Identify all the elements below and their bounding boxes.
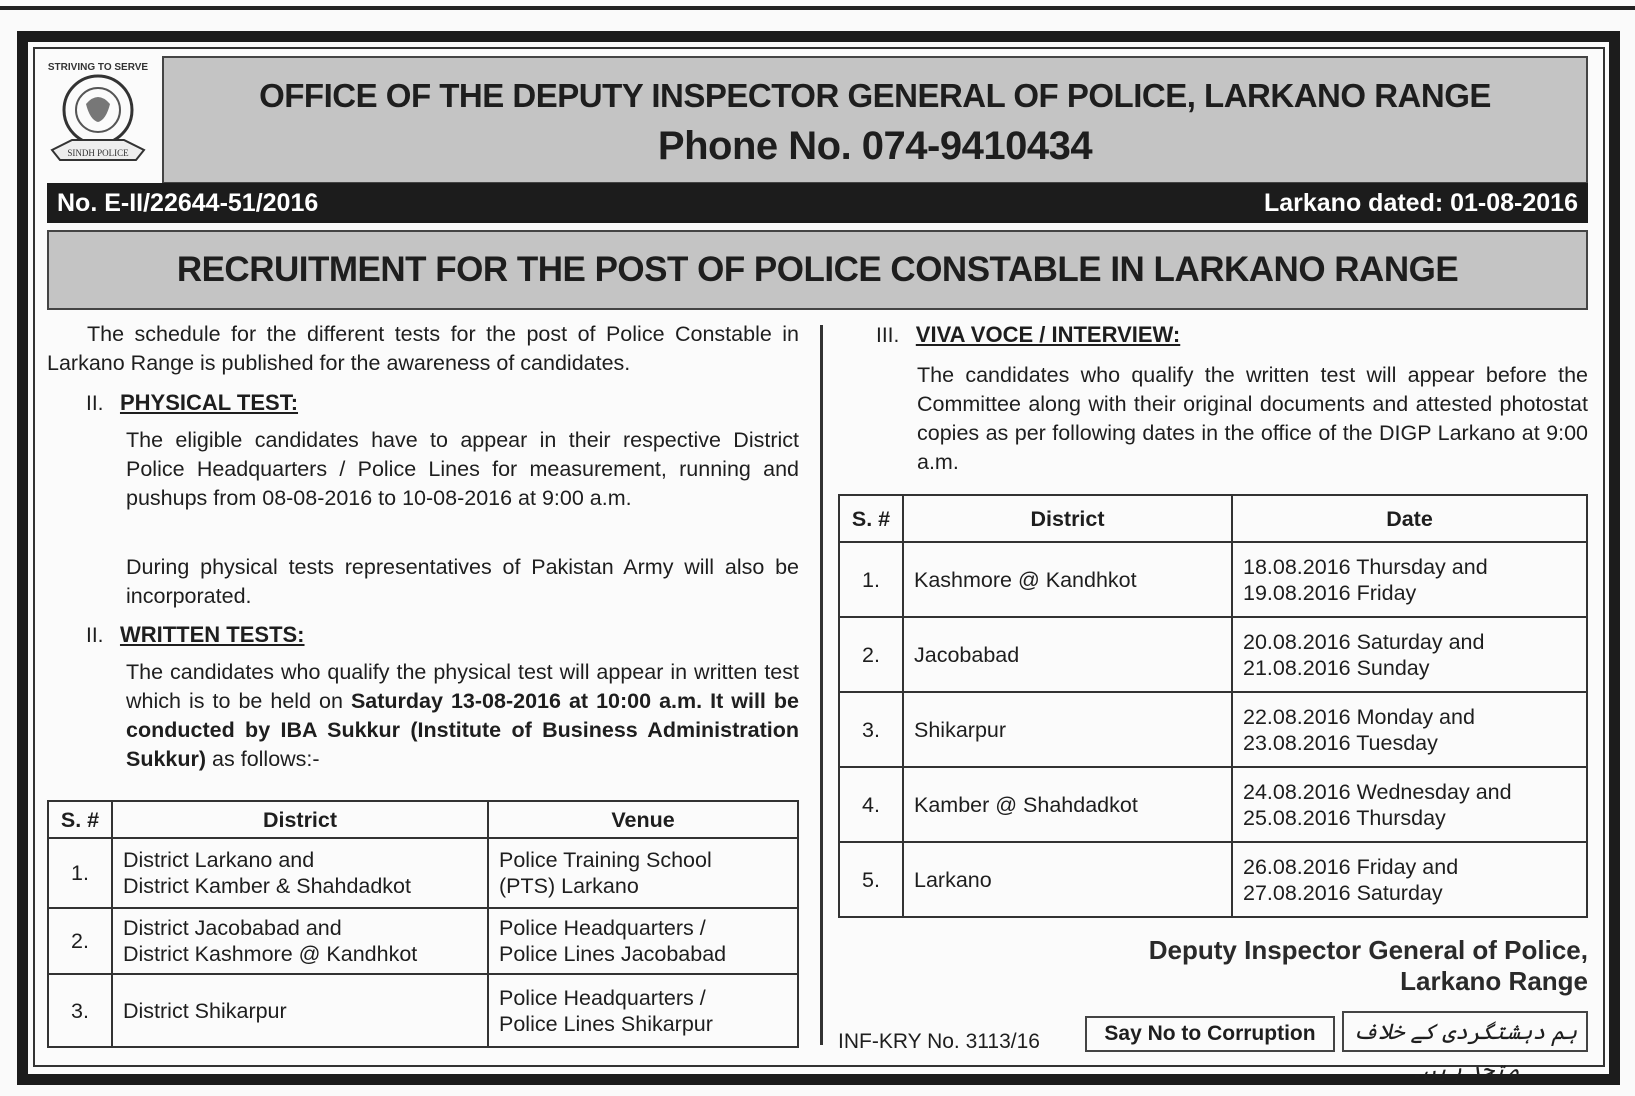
table-row	[839, 767, 1587, 842]
table-row	[48, 908, 798, 974]
signature-block	[1149, 935, 1588, 997]
interview-section-heading	[876, 322, 1180, 348]
section-number: II.	[86, 624, 104, 647]
physical-paragraph-1: The eligible candidates have to appear in their respective District Police Headquarters / Police Lines for measurement, running and pushups from 08-08-2016 to 10-08-2016 at 9:00 a.m.	[126, 428, 799, 510]
district-cell	[112, 908, 488, 974]
inf-number: INF-KRY No. 3113/16	[838, 1030, 1040, 1053]
text-line: 25.08.2016 Thursday	[1243, 805, 1446, 830]
office-title: OFFICE OF THE DEPUTY INSPECTOR GENERAL OF POLICE, LARKANO RANGE	[259, 77, 1491, 114]
text-line: 22.08.2016 Monday and	[1243, 704, 1475, 729]
text-line: District Jacobabad and	[123, 916, 342, 940]
serial-cell: 1.	[48, 838, 112, 908]
text-line: 18.08.2016 Thursday and	[1243, 554, 1488, 579]
svg-text:STRIVING TO SERVE: STRIVING TO SERVE	[47, 62, 149, 73]
date-cell	[1232, 617, 1587, 692]
physical-section-heading	[86, 390, 298, 416]
venue-cell	[488, 974, 798, 1047]
text-line: 23.08.2016 Tuesday	[1243, 730, 1438, 755]
table-row	[48, 974, 798, 1047]
reference-bar	[47, 183, 1588, 223]
table-row	[839, 617, 1587, 692]
header-box	[162, 56, 1588, 184]
serial-cell: 5.	[839, 842, 903, 917]
reference-number: No. E-II/22644-51/2016	[57, 189, 319, 217]
section-number: III.	[876, 324, 900, 347]
text-line: 26.08.2016 Friday and	[1243, 854, 1459, 879]
column-header: District	[903, 495, 1232, 542]
urdu-slogan: ہم دہشتگردی کے خلاف متحد ہیں۔	[1342, 1011, 1588, 1052]
column-header: Date	[1232, 495, 1587, 542]
serial-cell: 2.	[48, 908, 112, 974]
date-cell	[1232, 767, 1587, 842]
section-heading: VIVA VOCE / INTERVIEW:	[915, 322, 1181, 347]
text-line: Police Lines Jacobabad	[499, 942, 727, 966]
date-cell	[1232, 842, 1587, 917]
text-line: 24.08.2016 Wednesday and	[1243, 779, 1512, 804]
venue-cell	[488, 908, 798, 974]
venue-cell	[488, 838, 798, 908]
column-header: Venue	[488, 801, 798, 838]
date-cell	[1232, 692, 1587, 767]
column-divider	[820, 325, 823, 1045]
bold-text: Saturday 13-08-2016 at 10:00 a.m. It will be conducted by IBA Sukkur (Institute of Business Administration Sukkur)	[126, 689, 799, 771]
text-line: District Kamber & Shahdadkot	[123, 874, 411, 898]
physical-paragraph-2: During physical tests representatives of Pakistan Army will also be incorporated.	[126, 555, 799, 608]
text-line: (PTS) Larkano	[499, 874, 639, 898]
text-line: 19.08.2016 Friday	[1243, 580, 1417, 605]
section-heading: PHYSICAL TEST:	[119, 390, 299, 415]
signature-line: Larkano Range	[1400, 966, 1588, 996]
table-header-row	[48, 801, 798, 838]
intro-paragraph: The schedule for the different tests for the post of Police Constable in Larkano Range is published for the awareness of candidates.	[47, 322, 799, 375]
text: The candidates who qualify the physical test will appear in written test which is to be held on	[126, 660, 799, 713]
headline-box	[47, 230, 1588, 310]
text: as follows:-	[206, 747, 320, 771]
text-line: Police Lines Shikarpur	[499, 1011, 713, 1036]
text-line: 20.08.2016 Saturday and	[1243, 629, 1485, 654]
text-line: Police Training School	[499, 848, 712, 872]
column-header: S. #	[839, 495, 903, 542]
serial-cell: 3.	[839, 692, 903, 767]
table-header-row	[839, 495, 1587, 542]
written-paragraph	[126, 658, 799, 774]
district-cell: District Shikarpur	[112, 974, 488, 1047]
text-line: District Kashmore @ Kandhkot	[123, 942, 418, 966]
district-cell	[112, 838, 488, 908]
table-row	[839, 542, 1587, 617]
serial-cell: 2.	[839, 617, 903, 692]
text-line: Police Headquarters /	[499, 916, 706, 940]
anti-corruption-slogan: Say No to Corruption	[1085, 1016, 1335, 1052]
written-test-venue-table	[47, 800, 799, 1048]
signature-line: Deputy Inspector General of Police,	[1148, 935, 1588, 965]
table-row	[48, 838, 798, 908]
section-heading: WRITTEN TESTS:	[119, 622, 305, 647]
text-line: 27.08.2016 Saturday	[1243, 880, 1443, 905]
column-header: S. #	[48, 801, 112, 838]
written-section-heading	[86, 622, 305, 648]
district-cell: Shikarpur	[903, 692, 1232, 767]
district-cell: Jacobabad	[903, 617, 1232, 692]
date-cell	[1232, 542, 1587, 617]
svg-text:SINDH POLICE: SINDH POLICE	[67, 148, 129, 158]
table-row	[839, 692, 1587, 767]
text-line: Police Headquarters /	[499, 985, 706, 1010]
table-row	[839, 842, 1587, 917]
serial-cell: 3.	[48, 974, 112, 1047]
text-line: 21.08.2016 Sunday	[1243, 655, 1430, 680]
text-line: District Larkano and	[123, 848, 315, 872]
serial-cell: 4.	[839, 767, 903, 842]
district-cell: Kashmore @ Kandhkot	[903, 542, 1232, 617]
sindh-police-logo	[40, 54, 160, 180]
dated: Larkano dated: 01-08-2016	[1263, 189, 1578, 217]
phone-number: Phone No. 074-9410434	[657, 124, 1093, 168]
district-cell: Kamber @ Shahdadkot	[903, 767, 1232, 842]
interview-schedule-table	[838, 494, 1588, 918]
serial-cell: 1.	[839, 542, 903, 617]
section-number: II.	[86, 392, 104, 415]
headline: RECRUITMENT FOR THE POST OF POLICE CONSTABLE IN LARKANO RANGE	[176, 250, 1459, 289]
district-cell: Larkano	[903, 842, 1232, 917]
interview-paragraph: The candidates who qualify the written test will appear before the Committee along with their original documents and attested photostat copies as per following dates in the office of the DIGP Larkano at 9:00 a.m.	[917, 363, 1588, 474]
column-header: District	[112, 801, 488, 838]
top-rule	[0, 6, 1635, 10]
